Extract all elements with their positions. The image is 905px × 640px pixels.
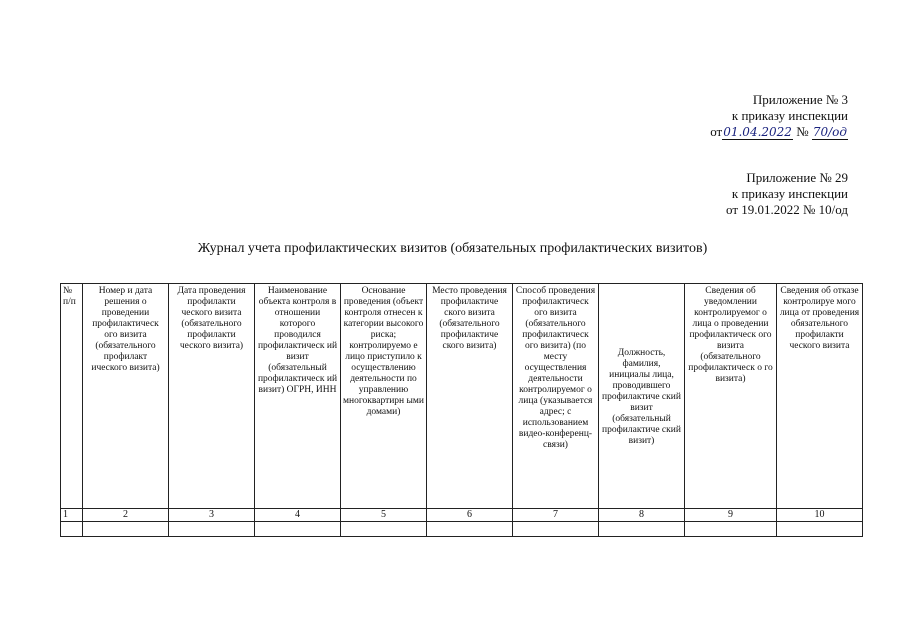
empty-cell <box>341 522 427 537</box>
column-number: 6 <box>427 509 513 522</box>
column-number: 9 <box>685 509 777 522</box>
empty-table-row <box>61 522 863 537</box>
header-cell: Основание проведения (объект контроля отнесен к категории высокого риска; контролируемо е лицо приступило к осуществлению деятельности по управлению многоквартирн ыми домами) <box>341 284 427 509</box>
header-cell: Место проведения профилактиче ского визита (обязательного профилактиче ского визита) <box>427 284 513 509</box>
appendix-current <box>710 92 848 140</box>
column-number-row <box>61 509 863 522</box>
appendix-current-order-line <box>710 124 848 140</box>
column-number: 4 <box>255 509 341 522</box>
empty-cell <box>169 522 255 537</box>
header-cell: Способ проведения профилактическ ого визита (обязательного профилактическ ого визита) (по месту осуществления деятельности контролируемог о лица (указывается адрес; с использованием видео-конференц-связи) <box>513 284 599 509</box>
empty-cell <box>513 522 599 537</box>
column-number: 7 <box>513 509 599 522</box>
appendix-previous-line2: к приказу инспекции <box>731 186 848 201</box>
empty-cell <box>427 522 513 537</box>
appendix-current-line1: Приложение № 3 <box>752 92 848 107</box>
header-cell: Номер и дата решения о проведении профилактическ ого визита (обязательного профилакт ического визита) <box>83 284 169 509</box>
order-date-handwritten: 01.04.2022 <box>723 125 792 139</box>
order-number-sign: № <box>796 124 809 139</box>
column-number: 5 <box>341 509 427 522</box>
header-cell: Сведения об уведомлении контролируемог о лица о проведении профилактическ ого визита (обязательного профилактическ о го визита) <box>685 284 777 509</box>
appendix-previous <box>726 170 848 218</box>
column-number: 8 <box>599 509 685 522</box>
header-cell: № п/п <box>61 284 83 509</box>
journal-table <box>60 283 863 537</box>
header-cell: Дата проведения профилакти ческого визита (обязательного профилакти ческого визита) <box>169 284 255 509</box>
header-cell: Должность, фамилия, инициалы лица, проводившего профилактиче ский визит (обязательный профилактиче ский визит) <box>599 284 685 509</box>
header-cell: Сведения об отказе контролируе мого лица от проведения обязательного профилакти ческого визита <box>777 284 863 509</box>
empty-cell <box>685 522 777 537</box>
column-number: 2 <box>83 509 169 522</box>
empty-cell <box>61 522 83 537</box>
header-row <box>61 284 863 509</box>
appendix-current-line2: к приказу инспекции <box>731 108 848 123</box>
header-cell: Наименование объекта контроля в отношении которого проводился профилактическ ий визит (обязательный профилактическ ий визит) ОГРН, ИНН <box>255 284 341 509</box>
appendix-previous-line1: Приложение № 29 <box>746 170 848 185</box>
column-number: 3 <box>169 509 255 522</box>
column-number: 10 <box>777 509 863 522</box>
order-number-handwritten: 70/од <box>812 125 847 139</box>
journal-title: Журнал учета профилактических визитов (обязательных профилактических визитов) <box>197 241 708 256</box>
column-number: 1 <box>61 509 83 522</box>
order-from-prefix: от <box>710 124 723 139</box>
appendix-previous-line3: от 19.01.2022 № 10/од <box>725 202 848 217</box>
empty-cell <box>777 522 863 537</box>
empty-cell <box>83 522 169 537</box>
empty-cell <box>255 522 341 537</box>
empty-cell <box>599 522 685 537</box>
